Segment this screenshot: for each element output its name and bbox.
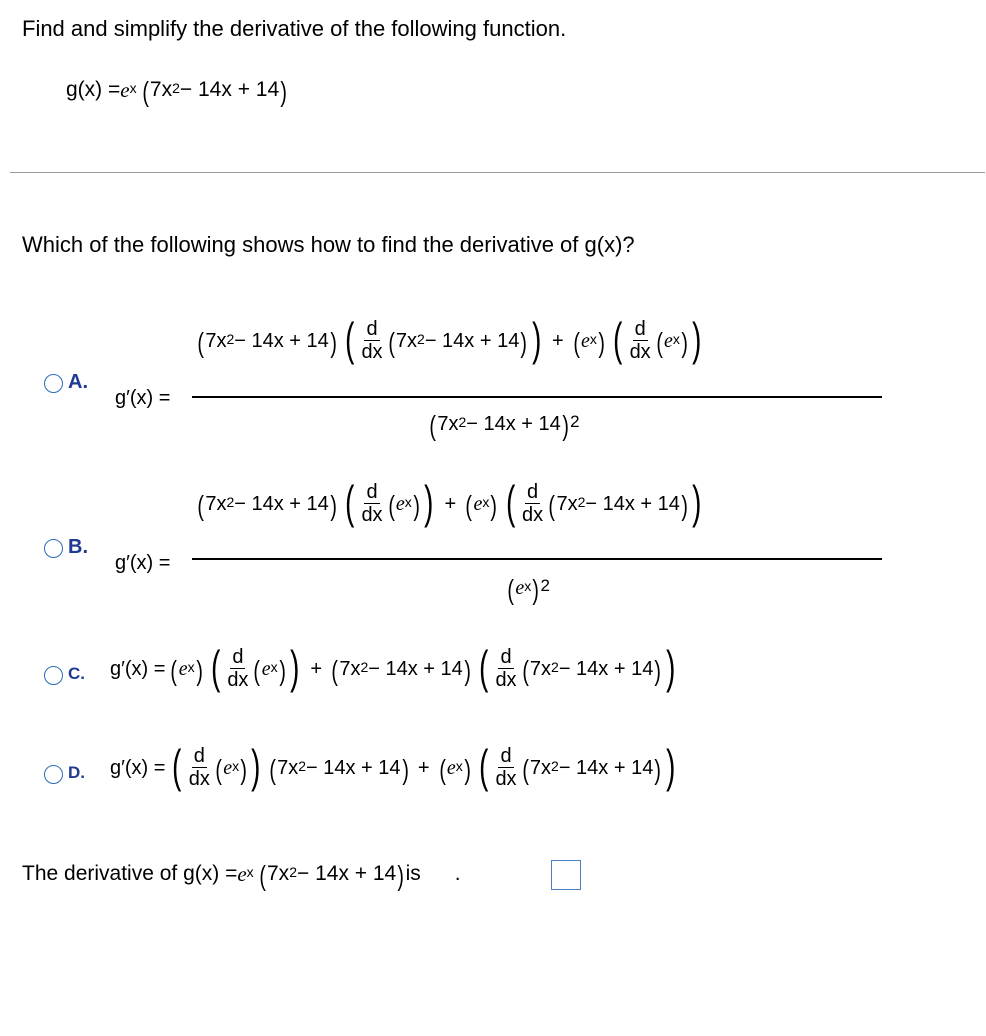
lparen: ( xyxy=(215,753,222,785)
option-a-numerator: ( 7x $^2$ − 14x + 14 ) ( $\frac{d}{dx}$ ( 7x $^2$ − 14x + 14 ) ) + ( e $^x$ ) ( $\frac{d}{dx}$ ( e $^x$ ) ) xyxy=(197,312,702,365)
option-b-letter: B. xyxy=(68,536,88,558)
rparen: ) xyxy=(280,76,288,107)
final-prefix: The derivative of g(x) = xyxy=(22,862,238,885)
e-base: e xyxy=(178,657,188,680)
rbracket: ) xyxy=(290,640,300,693)
rparen: ) xyxy=(654,753,662,785)
d: d xyxy=(193,745,205,767)
option-c-expression: g′(x) = ( e $^x$ ) ( $\frac{d}{dx}$ ( e $^x$ ) ) + ( 7x $^2$ − 14x + 14 ) ( $\frac{d}{dx}$ ( 7x $^2$ − 14x + 14 ) ) xyxy=(110,640,675,693)
e-base: e xyxy=(446,756,456,779)
option-a-denominator: ( 7x $^2$ − 14x + 14 ) $^2$ xyxy=(429,410,580,441)
rbracket: ) xyxy=(251,739,261,792)
lparen: ( xyxy=(573,326,580,358)
d: d xyxy=(366,481,378,503)
poly-a: 7x xyxy=(277,756,299,779)
rparen: ) xyxy=(681,326,688,358)
poly-a: 7x xyxy=(395,329,418,352)
poly-a: 7x xyxy=(529,756,552,779)
poly-b: − 14x + 14 xyxy=(296,862,397,885)
lparen: ( xyxy=(438,753,446,785)
final-suffix: is xyxy=(405,862,421,885)
e-base: e xyxy=(261,657,271,680)
d-dx xyxy=(628,318,653,363)
lbracket: ( xyxy=(505,475,515,528)
function-expression: g(x) = e $^x$ ( 7x $^2$ − 14x + 14 ) xyxy=(66,76,288,107)
plus: + xyxy=(417,756,430,779)
d-dx xyxy=(187,745,212,790)
rparen: ) xyxy=(279,654,286,686)
dx: dx xyxy=(629,341,651,363)
d-dx xyxy=(225,646,250,691)
poly-b: − 14x + 14 xyxy=(306,756,401,779)
poly-a: 7x xyxy=(267,862,290,885)
lparen: ( xyxy=(507,574,514,605)
lparen: ( xyxy=(170,654,178,686)
e-base: e xyxy=(237,861,247,886)
lparen: ( xyxy=(259,860,266,891)
option-a-letter: A. xyxy=(68,371,88,393)
option-b-fraction-bar xyxy=(192,558,882,560)
lparen: ( xyxy=(465,489,473,521)
rparen: ) xyxy=(490,489,498,521)
lbracket: ( xyxy=(345,475,355,528)
function-lhs: g(x) = xyxy=(66,78,121,101)
poly-a: 7x xyxy=(149,78,173,101)
rparen: ) xyxy=(397,860,405,891)
rparen: ) xyxy=(654,654,662,686)
poly-b: − 14x + 14 xyxy=(234,329,329,352)
rparen: ) xyxy=(464,654,471,686)
lparen: ( xyxy=(197,489,204,521)
option-b-numerator: ( 7x $^2$ − 14x + 14 ) ( $\frac{d}{dx}$ ( e $^x$ ) ) + ( e $^x$ ) ( $\frac{d}{dx}$ ( 7x $^2$ − 14x + 14 ) ) xyxy=(197,475,702,528)
subquestion-text: Which of the following shows how to find the derivative of g(x)? xyxy=(22,232,635,257)
option-a-radio[interactable] xyxy=(44,374,63,393)
option-c-letter: C. xyxy=(68,664,85,683)
option-a-gprime: g′(x) = xyxy=(115,387,171,409)
plus: + xyxy=(444,492,457,515)
rparen: ) xyxy=(330,326,337,358)
dx: dx xyxy=(495,669,517,691)
poly-a: 7x xyxy=(437,413,459,435)
rparen: ) xyxy=(562,410,569,441)
final-answer-line: The derivative of g(x) = e $^x$ ( 7x $^2$ − 14x + 14 ) is . xyxy=(22,860,461,891)
lbracket: ( xyxy=(479,739,489,792)
answer-input-box[interactable] xyxy=(551,860,581,890)
poly-b: − 14x + 14 xyxy=(234,492,329,515)
poly-b: − 14x + 14 xyxy=(179,78,280,101)
d: d xyxy=(500,646,512,668)
d-dx xyxy=(359,481,384,526)
lparen: ( xyxy=(269,753,276,785)
d: d xyxy=(634,318,646,340)
rparen: ) xyxy=(681,489,688,521)
d: d xyxy=(527,481,539,503)
prompt-text: Find and simplify the derivative of the following function. xyxy=(22,16,567,41)
lbracket: ( xyxy=(172,739,182,792)
e-base: e xyxy=(120,78,130,102)
dx: dx xyxy=(495,768,517,790)
d-dx xyxy=(520,481,545,526)
dx: dx xyxy=(361,504,383,526)
rparen: ) xyxy=(464,753,471,785)
dx: dx xyxy=(522,504,544,526)
d: d xyxy=(366,318,378,340)
rparen: ) xyxy=(240,753,248,785)
poly-b: − 14x + 14 xyxy=(558,756,654,779)
lparen: ( xyxy=(387,489,395,521)
option-c-radio[interactable] xyxy=(44,666,63,685)
poly-a: 7x xyxy=(529,657,552,680)
d: d xyxy=(500,745,512,767)
dx: dx xyxy=(361,341,383,363)
poly-a: 7x xyxy=(339,657,361,680)
gprime: g′(x) = xyxy=(110,657,166,680)
lparen: ( xyxy=(548,489,556,521)
rparen: ) xyxy=(413,489,420,521)
lparen: ( xyxy=(521,654,529,686)
lparen: ( xyxy=(429,410,436,441)
d: d xyxy=(232,646,244,668)
dx: dx xyxy=(227,669,249,691)
option-a-fraction-bar xyxy=(192,396,882,398)
lparen: ( xyxy=(253,654,261,686)
rparen: ) xyxy=(330,489,337,521)
poly-a: 7x xyxy=(205,329,227,352)
section-divider xyxy=(10,172,985,173)
rparen: ) xyxy=(196,654,203,686)
plus: + xyxy=(310,657,322,680)
lbracket: ( xyxy=(345,312,355,365)
rbracket: ) xyxy=(692,312,702,365)
rparen: ) xyxy=(598,326,605,358)
lparen: ( xyxy=(387,326,395,358)
rbracket: ) xyxy=(665,640,675,693)
dx: dx xyxy=(188,768,210,790)
e-base: e xyxy=(664,329,673,352)
lbracket: ( xyxy=(479,640,489,693)
lparen: ( xyxy=(331,654,338,686)
poly-b: − 14x + 14 xyxy=(585,492,680,515)
lbracket: ( xyxy=(613,312,623,365)
d-dx xyxy=(493,646,518,691)
d-dx xyxy=(359,318,384,363)
rbracket: ) xyxy=(665,739,675,792)
e-base: e xyxy=(473,492,483,515)
lparen: ( xyxy=(656,326,663,358)
lbracket: ( xyxy=(211,640,221,693)
e-base: e xyxy=(515,577,525,599)
option-b-gprime: g′(x) = xyxy=(115,552,171,574)
plus: + xyxy=(552,329,564,352)
e-base: e xyxy=(223,756,233,779)
e-base: e xyxy=(395,492,405,515)
rparen: ) xyxy=(401,753,409,785)
lparen: ( xyxy=(141,76,149,107)
rparen: ) xyxy=(532,574,540,605)
lparen: ( xyxy=(521,753,529,785)
e-base: e xyxy=(581,329,590,352)
rbracket: ) xyxy=(692,475,702,528)
rbracket: ) xyxy=(424,475,434,528)
poly-b: − 14x + 14 xyxy=(368,657,463,680)
rbracket: ) xyxy=(531,312,541,365)
poly-b: − 14x + 14 xyxy=(558,657,654,680)
option-d-letter: D. xyxy=(68,763,85,782)
option-d-radio[interactable] xyxy=(44,765,63,784)
poly-a: 7x xyxy=(556,492,578,515)
d-dx xyxy=(493,745,518,790)
lparen: ( xyxy=(197,326,204,358)
poly-a: 7x xyxy=(205,492,227,515)
final-period: . xyxy=(454,862,461,885)
option-b-radio[interactable] xyxy=(44,539,63,558)
option-d-expression: g′(x) = ( $\frac{d}{dx}$ ( e $^x$ ) ) ( 7x $^2$ − 14x + 14 ) + ( e $^x$ ) ( $\frac{d}{dx}$ ( 7x $^2$ − 14x + 14 ) ) xyxy=(110,739,675,792)
option-b-denominator: ( e $^x$ ) $^2$ xyxy=(507,574,551,605)
rparen: ) xyxy=(520,326,528,358)
poly-b: − 14x + 14 xyxy=(466,413,561,435)
poly-b: − 14x + 14 xyxy=(424,329,520,352)
gprime: g′(x) = xyxy=(110,756,166,779)
